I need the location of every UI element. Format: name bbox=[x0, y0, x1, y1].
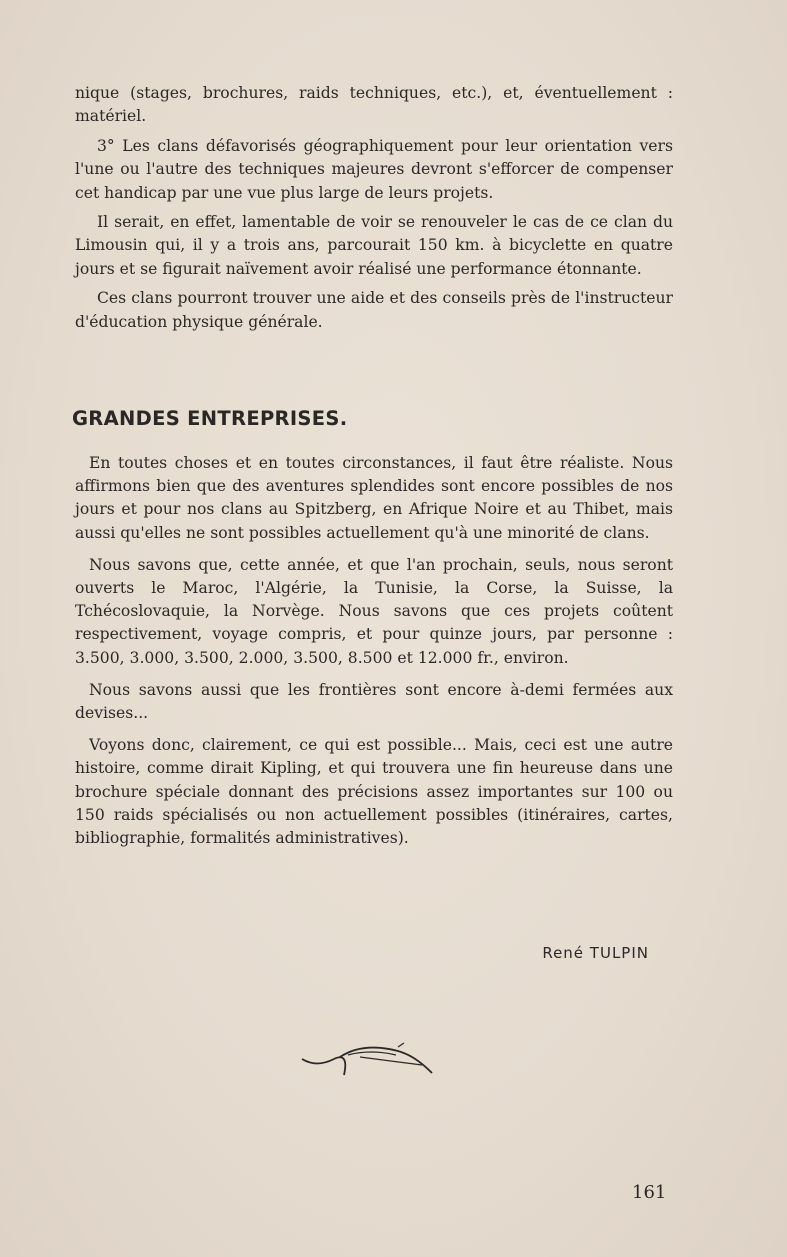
body-text-section bbox=[75, 452, 673, 859]
section-heading: GRANDES ENTREPRISES. bbox=[72, 407, 348, 430]
paragraph: Voyons donc, clairement, ce qui est possible... Mais, ceci est une autre histoire, comme dirait Kipling, et qui trouvera une fin heureuse dans une brochure spéciale donnant des précisions assez importantes sur 100 ou 150 raids spécialisés ou non actuellement possibles (itinéraires, cartes, bibliographie, formalités administratives). bbox=[75, 736, 673, 848]
page-number: 161 bbox=[632, 1182, 667, 1203]
author-signature: René TULPIN bbox=[542, 944, 649, 962]
paragraph: En toutes choses et en toutes circonstances, il faut être réaliste. Nous affirmons bien que des aventures splendides sont encore possibles de nos jours et pour nos clans au Spitzberg, en Afrique Noire et au Thibet, mais aussi qu'elles ne sont possibles actuellement qu'à une minorité de clans. bbox=[75, 454, 673, 542]
paragraph: Il serait, en effet, lamentable de voir se renouveler le cas de ce clan du Limousin qui, il y a trois ans, parcourait 150 km. à bicyclette en quatre jours et se figurait naïvement avoir réalisé une performance étonnante. bbox=[75, 213, 673, 278]
paragraph: Ces clans pourront trouver une aide et des conseils près de l'instructeur d'éducation physique générale. bbox=[75, 289, 673, 331]
paragraph: Nous savons aussi que les frontières sont encore à-demi fermées aux devises... bbox=[75, 680, 673, 723]
flourish-ornament-icon bbox=[300, 1035, 440, 1085]
paragraph: 3° Les clans défavorisés géographiquement pour leur orientation vers l'une ou l'autre des techniques majeures devront s'efforcer de compenser cet handicap par une vue plus large de leurs projets. bbox=[75, 136, 673, 202]
body-text-top bbox=[75, 82, 673, 340]
paragraph: nique (stages, brochures, raids techniques, etc.), et, éventuellement : matériel. bbox=[75, 84, 673, 126]
paragraph: Nous savons que, cette année, et que l'an prochain, seuls, nous seront ouverts le Maroc, l'Algérie, la Tunisie, la Corse, la Suisse, la Tchécoslovaquie, la Norvège. Nous savons que ces projets coûtent respectivement, voyage compris, et pour quinze jours, par personne : 3.500, 3.000, 3.500, 2.000, 3.500, 8.500 et 12.000 fr., environ. bbox=[75, 555, 673, 667]
